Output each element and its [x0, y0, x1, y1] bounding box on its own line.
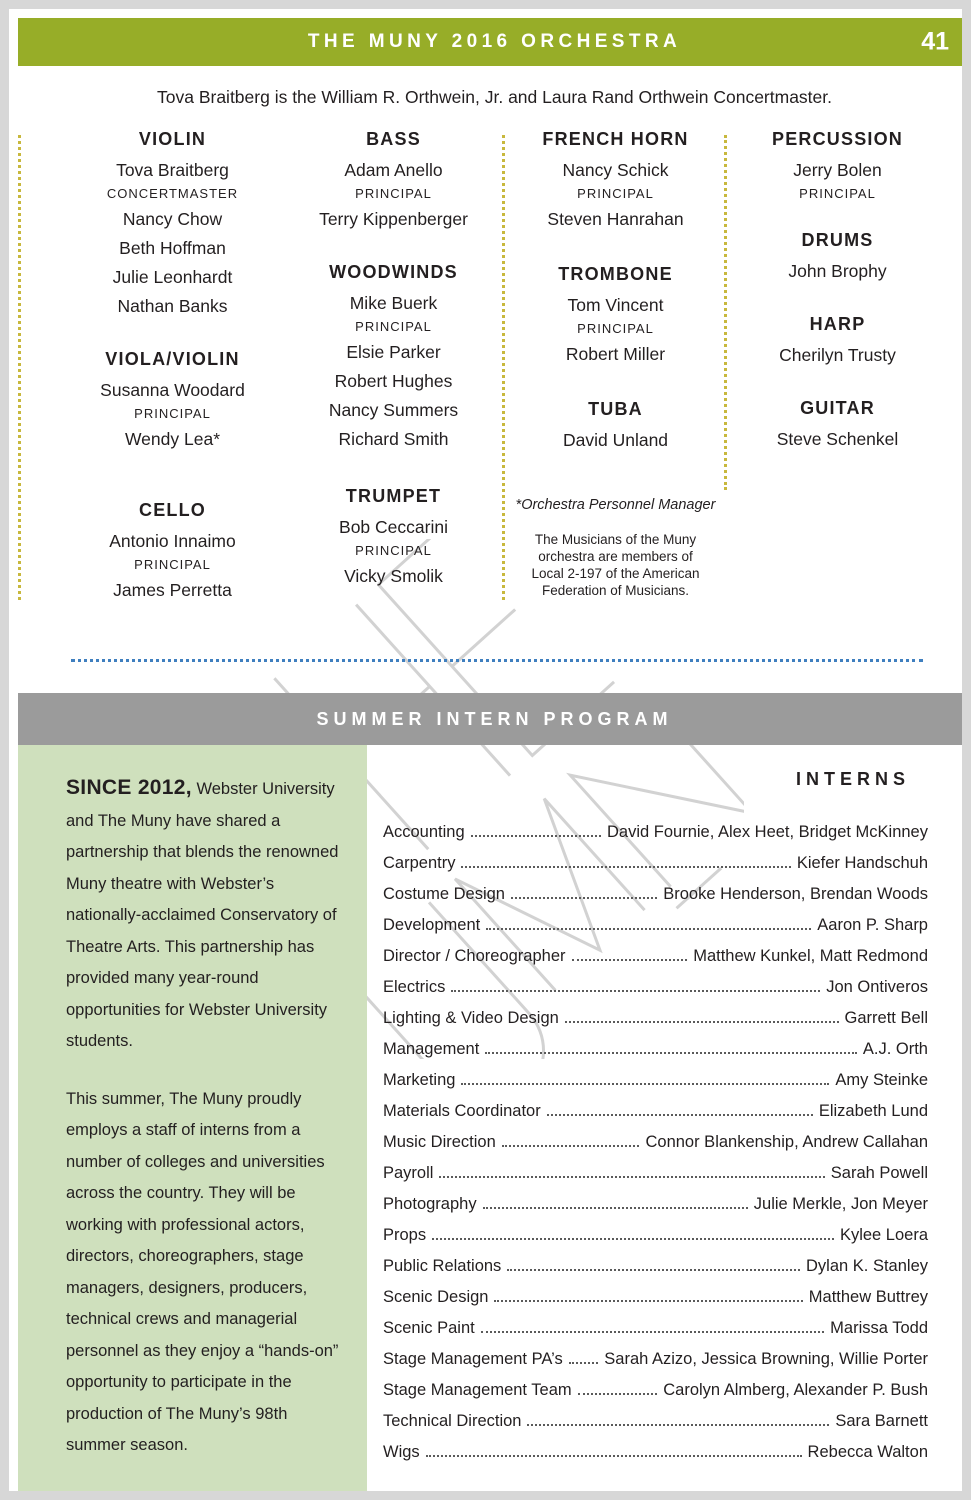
leader-dots: [569, 1362, 599, 1364]
intern-names: A.J. Orth: [862, 1040, 928, 1058]
page-title: THE MUNY 2016 ORCHESTRA: [307, 31, 682, 52]
list-item: [383, 1344, 928, 1375]
section-heading-trumpet: TRUMPET: [345, 486, 442, 506]
list-item: [383, 1034, 928, 1065]
leader-dots: [461, 1083, 829, 1085]
intern-lead-in: SINCE 2012,: [66, 776, 192, 799]
intern-names: Kiefer Handschuh: [796, 854, 928, 872]
section-heading-woodwinds: WOODWINDS: [329, 262, 458, 282]
page-header: [18, 18, 971, 66]
musician-role: PRINCIPAL: [134, 557, 211, 572]
intern-names: Julie Merkle, Jon Meyer: [753, 1195, 928, 1213]
orchestra-column-3: [513, 129, 718, 599]
intern-names: Rebecca Walton: [807, 1443, 928, 1461]
intern-role: Payroll: [383, 1164, 434, 1182]
musician-role: CONCERTMASTER: [106, 186, 239, 201]
intern-names: Kylee Loera: [839, 1226, 928, 1244]
intern-role: Electrics: [383, 978, 446, 996]
intern-role: Carpentry: [383, 854, 456, 872]
intern-names: Marissa Todd: [830, 1319, 928, 1337]
list-item: [383, 879, 928, 910]
intern-role: Music Direction: [383, 1133, 496, 1151]
intern-names: Sarah Azizo, Jessica Browning, Willie Porter: [604, 1350, 928, 1368]
section-heading-drums: DRUMS: [801, 230, 874, 250]
column-divider-1: [18, 135, 21, 600]
intern-paragraph-2: This summer, The Muny proudly employs a staff of interns from a number of colleges and universities across the country. They will be working with professional actors, directors, choreographers, stage managers, designers, producers, technical crews and managerial personnel as they enjoy a “hands-on” opportunity to participate in the production of The Muny’s 98th summer season.: [66, 1089, 339, 1454]
summer-intern-title: SUMMER INTERN PROGRAM: [316, 708, 673, 729]
leader-dots: [426, 1455, 802, 1457]
list-item: [383, 1375, 928, 1406]
musician-name: Richard Smith: [338, 429, 449, 449]
intern-role: Director / Choreographer: [383, 947, 566, 965]
orchestra-column-2: [291, 129, 496, 591]
intern-role: Materials Coordinator: [383, 1102, 541, 1120]
section-divider-rule: [71, 659, 923, 662]
leader-dots: [439, 1176, 824, 1178]
section-heading-bass: BASS: [366, 129, 421, 149]
musician-name: Nancy Summers: [328, 400, 459, 420]
intern-names: Garrett Bell: [844, 1009, 928, 1027]
musician-name: Cherilyn Trusty: [779, 345, 896, 365]
list-item: [383, 1251, 928, 1282]
musician-role: PRINCIPAL: [799, 186, 876, 201]
list-item: [383, 848, 928, 879]
intern-role: Stage Management Team: [383, 1381, 572, 1399]
list-item: [383, 1065, 928, 1096]
section-heading-violin: VIOLIN: [138, 129, 207, 149]
musician-name: Antonio Innaimo: [109, 531, 236, 551]
section-heading-guitar: GUITAR: [800, 398, 875, 418]
section-heading-french-horn: FRENCH HORN: [542, 129, 689, 149]
musician-name: Vicky Smolik: [344, 566, 443, 586]
intern-role: Management: [383, 1040, 480, 1058]
orchestra-column-4: [735, 129, 940, 454]
musician-name: James Perretta: [113, 580, 232, 600]
intern-role: Photography: [383, 1195, 477, 1213]
column-divider-3: [724, 135, 727, 490]
intern-names: Aaron P. Sharp: [817, 916, 928, 934]
list-item: [383, 1220, 928, 1251]
musician-name: John Brophy: [788, 261, 887, 281]
musician-name: Beth Hoffman: [119, 238, 226, 258]
leader-dots: [547, 1114, 813, 1116]
intern-role: Stage Management PA’s: [383, 1350, 563, 1368]
musician-name: Mike Buerk: [349, 293, 438, 313]
list-item: [383, 1158, 928, 1189]
intern-names: Brooke Henderson, Brendan Woods: [663, 885, 928, 903]
leader-dots: [483, 1207, 748, 1209]
leader-dots: [507, 1269, 800, 1271]
list-item: [383, 972, 928, 1003]
musician-name: Robert Hughes: [334, 371, 453, 391]
musician-name: Robert Miller: [565, 344, 666, 364]
intern-role: Props: [383, 1226, 427, 1244]
leader-dots: [485, 1052, 857, 1054]
musician-role: PRINCIPAL: [355, 319, 432, 334]
section-heading-tuba: TUBA: [588, 399, 643, 419]
list-item: [383, 910, 928, 941]
leader-dots: [432, 1238, 834, 1240]
musician-role: PRINCIPAL: [577, 186, 654, 201]
intern-names: Jon Ontiveros: [826, 978, 928, 996]
section-heading-viola-violin: VIOLA/VIOLIN: [105, 349, 240, 369]
list-item: [383, 817, 928, 848]
interns-heading: INTERNS: [795, 769, 910, 789]
section-heading-harp: HARP: [809, 314, 866, 334]
leader-dots: [502, 1145, 640, 1147]
musician-role: PRINCIPAL: [577, 321, 654, 336]
intern-role: Scenic Paint: [383, 1319, 475, 1337]
musician-name: Wendy Lea*: [124, 429, 221, 449]
musician-name: Bob Ceccarini: [339, 517, 448, 537]
musician-role: PRINCIPAL: [355, 543, 432, 558]
intern-names: Sara Barnett: [835, 1412, 928, 1430]
leader-dots: [486, 928, 811, 930]
musician-name: David Unland: [562, 430, 669, 450]
intern-names: Matthew Kunkel, Matt Redmond: [693, 947, 928, 965]
musician-name: Tom Vincent: [567, 295, 664, 315]
leader-dots: [451, 990, 820, 992]
intern-description-text: [66, 772, 342, 1488]
musician-name: Susanna Woodard: [100, 380, 245, 400]
union-note: The Musicians of the Muny orchestra are members of Local 2-197 of the American Federation of Musicians.: [531, 532, 700, 598]
intern-names: Amy Steinke: [835, 1071, 928, 1089]
intern-names: Dylan K. Stanley: [806, 1257, 928, 1275]
leader-dots: [471, 835, 601, 837]
musician-name: Steve Schenkel: [776, 429, 899, 449]
intern-role: Marketing: [383, 1071, 456, 1089]
list-item: [383, 1406, 928, 1437]
leader-dots: [481, 1331, 824, 1333]
musician-name: Elsie Parker: [346, 342, 441, 362]
intern-role: Costume Design: [383, 885, 505, 903]
intern-paragraph-1-body: Webster University and The Muny have shared a partnership that blends the renowned Muny theatre with Webster’s nationally-acclaimed Conservatory of Theatre Arts. This partnership has provided many year-round opportunities for Webster University students.: [66, 780, 339, 1050]
personnel-manager-footnote: *Orchestra Personnel Manager: [515, 497, 716, 513]
intern-role: Development: [383, 916, 481, 934]
column-divider-2: [502, 135, 505, 600]
musician-name: Jerry Bolen: [793, 160, 882, 180]
intern-role: Technical Direction: [383, 1412, 522, 1430]
list-item: [383, 1313, 928, 1344]
leader-dots: [511, 897, 657, 899]
leader-dots: [461, 866, 790, 868]
page-number: 41: [921, 27, 949, 56]
list-item: [383, 1282, 928, 1313]
intern-names: Elizabeth Lund: [818, 1102, 928, 1120]
list-item: [383, 1189, 928, 1220]
list-item: [383, 1096, 928, 1127]
leader-dots: [494, 1300, 802, 1302]
intern-names: Matthew Buttrey: [808, 1288, 928, 1306]
intern-role: Accounting: [383, 823, 465, 841]
orchestra-column-1: [70, 129, 275, 605]
intern-role: Public Relations: [383, 1257, 502, 1275]
intern-names: Carolyn Almberg, Alexander P. Bush: [663, 1381, 928, 1399]
summer-intern-banner: [18, 693, 971, 745]
intern-role: Scenic Design: [383, 1288, 489, 1306]
musician-name: Nancy Schick: [562, 160, 669, 180]
leader-dots: [527, 1424, 829, 1426]
musician-name: Nathan Banks: [117, 296, 228, 316]
intern-role: Lighting & Video Design: [383, 1009, 559, 1027]
section-heading-trombone: TROMBONE: [558, 264, 673, 284]
leader-dots: [578, 1393, 658, 1395]
list-item: [383, 1003, 928, 1034]
leader-dots: [572, 959, 688, 961]
musician-name: Terry Kippenberger: [319, 209, 468, 229]
leader-dots: [565, 1021, 839, 1023]
interns-list: [383, 817, 928, 1468]
orchestra-roster: [18, 129, 971, 639]
concertmaster-note: Tova Braitberg is the William R. Orthwein, Jr. and Laura Rand Orthwein Concertmaster.: [157, 87, 832, 107]
musician-name: Steven Hanrahan: [547, 209, 684, 229]
musician-name: Adam Anello: [344, 160, 443, 180]
intern-role: Wigs: [383, 1443, 420, 1461]
musician-role: PRINCIPAL: [355, 186, 432, 201]
intern-names: David Fournie, Alex Heet, Bridget McKinney: [607, 823, 928, 841]
list-item: [383, 941, 928, 972]
musician-role: PRINCIPAL: [134, 406, 211, 421]
intern-names: Connor Blankenship, Andrew Callahan: [645, 1133, 928, 1151]
list-item: [383, 1127, 928, 1158]
list-item: [383, 1437, 928, 1468]
musician-name: Nancy Chow: [122, 209, 223, 229]
musician-name: Tova Braitberg: [116, 160, 229, 180]
musician-name: Julie Leonhardt: [112, 267, 233, 287]
section-heading-cello: CELLO: [139, 500, 206, 520]
section-heading-percussion: PERCUSSION: [771, 129, 904, 149]
intern-paragraph-1: [66, 772, 342, 1058]
intern-names: Sarah Powell: [830, 1164, 928, 1182]
